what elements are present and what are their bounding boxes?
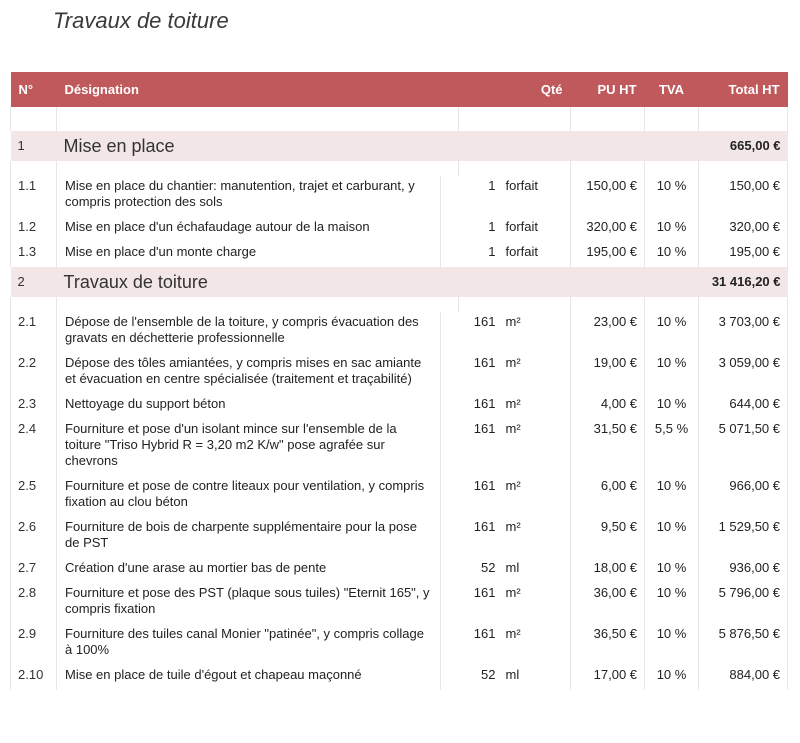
empty-cell: [441, 161, 459, 176]
empty-cell: [441, 107, 459, 131]
item-tva: 10 %: [645, 312, 699, 353]
item-qty-unit: [459, 217, 571, 242]
item-unit: m²: [505, 519, 521, 534]
table-row: [11, 242, 788, 267]
item-qty-value: 161: [473, 478, 496, 493]
item-designation: Dépose des tôles amiantées, y compris mises en sac amiante et évacuation en centre spécialisée (traitement et traçabilité): [57, 353, 441, 394]
item-qty-unit: [459, 476, 571, 517]
item-number: 2.6: [11, 517, 57, 558]
section-row: [11, 131, 788, 161]
item-total: 195,00 €: [699, 242, 788, 267]
item-designation: Mise en place du chantier: manutention, trajet et carburant, y compris protection des sols: [57, 176, 441, 217]
item-total: 5 071,50 €: [699, 419, 788, 476]
table-row: [11, 476, 788, 517]
empty-cell: [441, 297, 459, 312]
item-total: 884,00 €: [699, 665, 788, 690]
header-num: N°: [11, 72, 57, 107]
empty-cell: [645, 297, 699, 312]
item-unit: m²: [505, 421, 521, 436]
item-unit: ml: [505, 560, 520, 575]
item-number: 2.1: [11, 312, 57, 353]
section-number: 1: [11, 131, 57, 161]
header-qte: Qté: [441, 72, 571, 107]
item-total: 5 876,50 €: [699, 624, 788, 665]
empty-cell: [57, 297, 441, 312]
item-number: 2.2: [11, 353, 57, 394]
section-total: 665,00 €: [699, 131, 788, 161]
item-unit: forfait: [505, 219, 539, 234]
item-unit: ml: [505, 667, 520, 682]
empty-cell: [571, 107, 645, 131]
empty-cell: [645, 161, 699, 176]
section-title: Travaux de toiture: [57, 267, 699, 297]
item-total: 644,00 €: [699, 394, 788, 419]
item-unit: m²: [505, 478, 521, 493]
item-number: 2.5: [11, 476, 57, 517]
item-designation: Mise en place d'un monte charge: [57, 242, 441, 267]
table-row: [11, 217, 788, 242]
item-qty-unit: [459, 394, 571, 419]
item-total: 320,00 €: [699, 217, 788, 242]
item-qty-unit: [459, 583, 571, 624]
item-total: 1 529,50 €: [699, 517, 788, 558]
item-unit-price: 36,00 €: [571, 583, 645, 624]
item-unit: m²: [505, 314, 521, 329]
table-row: [11, 394, 788, 419]
item-designation: Fourniture et pose d'un isolant mince sur l'ensemble de la toiture "Triso Hybrid R = 3,20 m2 K/w" pose agrafée sur chevrons: [57, 419, 441, 476]
item-number: 2.10: [11, 665, 57, 690]
item-qty-value: 1: [488, 244, 496, 259]
empty-cell: [57, 107, 441, 131]
gap-row: [11, 297, 788, 312]
empty-cell: [11, 297, 57, 312]
item-qty-value: 161: [473, 626, 496, 641]
item-unit-price: 36,50 €: [571, 624, 645, 665]
header-total: Total HT: [699, 72, 788, 107]
item-tva: 10 %: [645, 176, 699, 217]
item-unit: forfait: [505, 244, 539, 259]
item-qty-value: 161: [473, 585, 496, 600]
table-row: [11, 583, 788, 624]
header-designation: Désignation: [57, 72, 441, 107]
item-unit: m²: [505, 355, 521, 370]
item-designation: Fourniture des tuiles canal Monier "patinée", y compris collage à 100%: [57, 624, 441, 665]
item-unit-price: 6,00 €: [571, 476, 645, 517]
item-tva: 10 %: [645, 394, 699, 419]
item-tva: 10 %: [645, 217, 699, 242]
item-total: 150,00 €: [699, 176, 788, 217]
empty-cell: [571, 297, 645, 312]
item-qty-value: 161: [473, 396, 496, 411]
item-designation: Nettoyage du support béton: [57, 394, 441, 419]
table-row: [11, 312, 788, 353]
item-qty-value: 1: [488, 178, 496, 193]
item-total: 3 059,00 €: [699, 353, 788, 394]
item-tva: 10 %: [645, 517, 699, 558]
item-unit-price: 23,00 €: [571, 312, 645, 353]
empty-cell: [11, 161, 57, 176]
table-row: [11, 558, 788, 583]
item-qty-unit: [459, 176, 571, 217]
empty-cell: [459, 107, 571, 131]
item-qty-unit: [459, 353, 571, 394]
header-pu: PU HT: [571, 72, 645, 107]
page-title: Travaux de toiture: [53, 8, 229, 33]
item-unit-price: 320,00 €: [571, 217, 645, 242]
table-row: [11, 353, 788, 394]
empty-cell: [571, 161, 645, 176]
item-designation: Fourniture et pose de contre liteaux pour ventilation, y compris fixation au clou béton: [57, 476, 441, 517]
table-row: [11, 624, 788, 665]
table-row: [11, 665, 788, 690]
item-designation: Dépose de l'ensemble de la toiture, y compris évacuation des gravats en déchetterie professionnelle: [57, 312, 441, 353]
item-qty-value: 161: [473, 355, 496, 370]
item-unit-price: 150,00 €: [571, 176, 645, 217]
section-number: 2: [11, 267, 57, 297]
item-designation: Fourniture de bois de charpente supplémentaire pour la pose de PST: [57, 517, 441, 558]
item-unit-price: 17,00 €: [571, 665, 645, 690]
item-total: 5 796,00 €: [699, 583, 788, 624]
table-row: [11, 176, 788, 217]
item-number: 2.9: [11, 624, 57, 665]
item-qty-value: 1: [488, 219, 496, 234]
empty-cell: [459, 161, 571, 176]
item-tva: 10 %: [645, 242, 699, 267]
item-total: 936,00 €: [699, 558, 788, 583]
item-tva: 10 %: [645, 665, 699, 690]
item-unit: m²: [505, 585, 521, 600]
item-tva: 5,5 %: [645, 419, 699, 476]
item-qty-unit: [459, 558, 571, 583]
item-qty-unit: [459, 242, 571, 267]
item-qty-unit: [459, 312, 571, 353]
item-number: 2.7: [11, 558, 57, 583]
quote-table-container: [10, 72, 787, 690]
item-number: 1.3: [11, 242, 57, 267]
item-tva: 10 %: [645, 353, 699, 394]
item-qty-unit: [459, 665, 571, 690]
item-unit-price: 18,00 €: [571, 558, 645, 583]
empty-cell: [699, 107, 788, 131]
table-row: [11, 419, 788, 476]
item-qty-value: 161: [473, 519, 496, 534]
item-qty-value: 161: [473, 314, 496, 329]
item-tva: 10 %: [645, 476, 699, 517]
item-qty-unit: [459, 624, 571, 665]
item-unit-price: 195,00 €: [571, 242, 645, 267]
section-title: Mise en place: [57, 131, 699, 161]
header-tva: TVA: [645, 72, 699, 107]
item-unit-price: 31,50 €: [571, 419, 645, 476]
item-number: 2.4: [11, 419, 57, 476]
table-row: [11, 517, 788, 558]
table-header-row: [11, 72, 788, 107]
item-qty-unit: [459, 419, 571, 476]
empty-cell: [699, 161, 788, 176]
gap-row: [11, 161, 788, 176]
item-qty-value: 52: [481, 667, 496, 682]
quote-table: [10, 72, 788, 690]
item-total: 3 703,00 €: [699, 312, 788, 353]
item-designation: Mise en place d'un échafaudage autour de la maison: [57, 217, 441, 242]
item-qty-unit: [459, 517, 571, 558]
item-total: 966,00 €: [699, 476, 788, 517]
table-body: [11, 107, 788, 690]
item-unit: m²: [505, 396, 521, 411]
item-unit-price: 19,00 €: [571, 353, 645, 394]
item-unit: forfait: [505, 178, 539, 193]
empty-cell: [459, 297, 571, 312]
item-unit-price: 4,00 €: [571, 394, 645, 419]
item-number: 1.2: [11, 217, 57, 242]
empty-cell: [645, 107, 699, 131]
item-designation: Fourniture et pose des PST (plaque sous tuiles) "Eternit 165", y compris fixation: [57, 583, 441, 624]
spacer-row: [11, 107, 788, 131]
empty-cell: [57, 161, 441, 176]
item-qty-value: 52: [481, 560, 496, 575]
item-designation: Mise en place de tuile d'égout et chapeau maçonné: [57, 665, 441, 690]
item-number: 2.8: [11, 583, 57, 624]
empty-cell: [11, 107, 57, 131]
item-unit-price: 9,50 €: [571, 517, 645, 558]
item-unit: m²: [505, 626, 521, 641]
item-tva: 10 %: [645, 558, 699, 583]
item-qty-value: 161: [473, 421, 496, 436]
item-number: 2.3: [11, 394, 57, 419]
item-number: 1.1: [11, 176, 57, 217]
empty-cell: [699, 297, 788, 312]
section-row: [11, 267, 788, 297]
item-tva: 10 %: [645, 583, 699, 624]
item-designation: Création d'une arase au mortier bas de pente: [57, 558, 441, 583]
item-tva: 10 %: [645, 624, 699, 665]
section-total: 31 416,20 €: [699, 267, 788, 297]
